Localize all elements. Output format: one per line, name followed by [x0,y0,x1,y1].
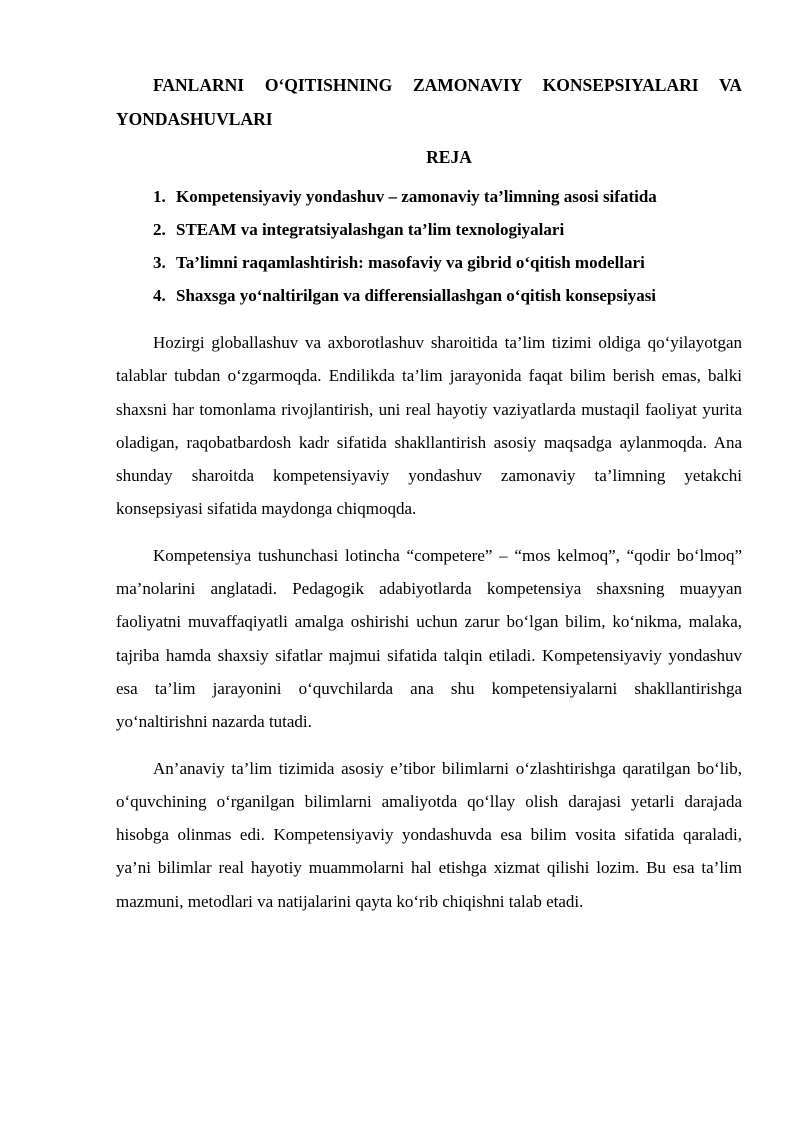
plan-item-number: 3. [153,253,166,272]
body-paragraph: An’anaviy ta’lim tizimida asosiy e’tibor bilimlarni o‘zlashtirishga qaratilgan bo‘lib, o‘quvchining o‘rganilgan bilimlarni amaliyotda qo‘llay olish darajasi yetarli darajada hisobga olinmas edi. Kompetensiyaviy yondashuvda esa bilim vosita sifatida qaraladi, ya’ni bilimlar real hayotiy muammolarni hal etishga xizmat qilishi lozim. Bu esa ta’lim mazmuni, metodlari va natijalarini qayta ko‘rib chiqishni talab etadi. [116,758,742,911]
body-paragraph: Kompetensiya tushunchasi lotincha “competere” – “mos kelmoq”, “qodir bo‘lmoq” ma’nolarini anglatadi. Pedagogik adabiyotlarda kompetensiya shaxsning muayyan faoliyatni muvaffaqiyatli amalga oshirishi uchun zarur bo‘lgan bilim, ko‘nikma, malaka, tajriba hamda shaxsiy sifatlar majmui sifatida talqin etiladi. Kompetensiyaviy yondashuv esa ta’lim jarayonini o‘quvchilarda ana shu kompetensiyalarni shakllantirishga yo‘naltirishni nazarda tutadi. [116,545,742,732]
plan-list [116,180,742,312]
plan-item-number: 4. [153,286,166,305]
plan-item-number: 1. [153,187,166,206]
document-page [116,68,742,918]
body-paragraph: Hozirgi globallashuv va axborotlashuv sharoitida ta’lim tizimi oldiga qo‘yilayotgan talablar tubdan o‘zgarmoqda. Endilikda ta’lim jarayonida faqat bilim berish emas, balki shaxsni har tomonlama rivojlantirish, uni real hayotiy vaziyatlarda mustaqil faoliyat yurita oladigan, raqobatbardosh kadr sifatida shakllantirish asosiy maqsadga aylanmoqda. Ana shunday sharoitda kompetensiyaviy yondashuv zamonaviy ta’limning yetakchi konsepsiyasi sifatida maydonga chiqmoqda. [116,333,742,519]
plan-item-text: Shaxsga yo‘naltirilgan va differensiallashgan o‘qitish konsepsiyasi [176,286,657,305]
plan-item [116,279,742,312]
document-title: FANLARNI O‘QITISHNING ZAMONAVIY KONSEPSIYALARI VA YONDASHUVLARI [116,75,742,129]
plan-item-number: 2. [153,220,166,239]
plan-item [116,246,742,279]
plan-item-text: Ta’limni raqamlashtirish: masofaviy va gibrid o‘qitish modellari [176,253,645,272]
plan-item [116,180,742,213]
plan-heading: REJA [426,147,472,167]
plan-item-text: Kompetensiyaviy yondashuv – zamonaviy ta’limning asosi sifatida [176,187,657,206]
plan-item [116,213,742,246]
plan-item-text: STEAM va integratsiyalashgan ta’lim texnologiyalari [176,220,565,239]
